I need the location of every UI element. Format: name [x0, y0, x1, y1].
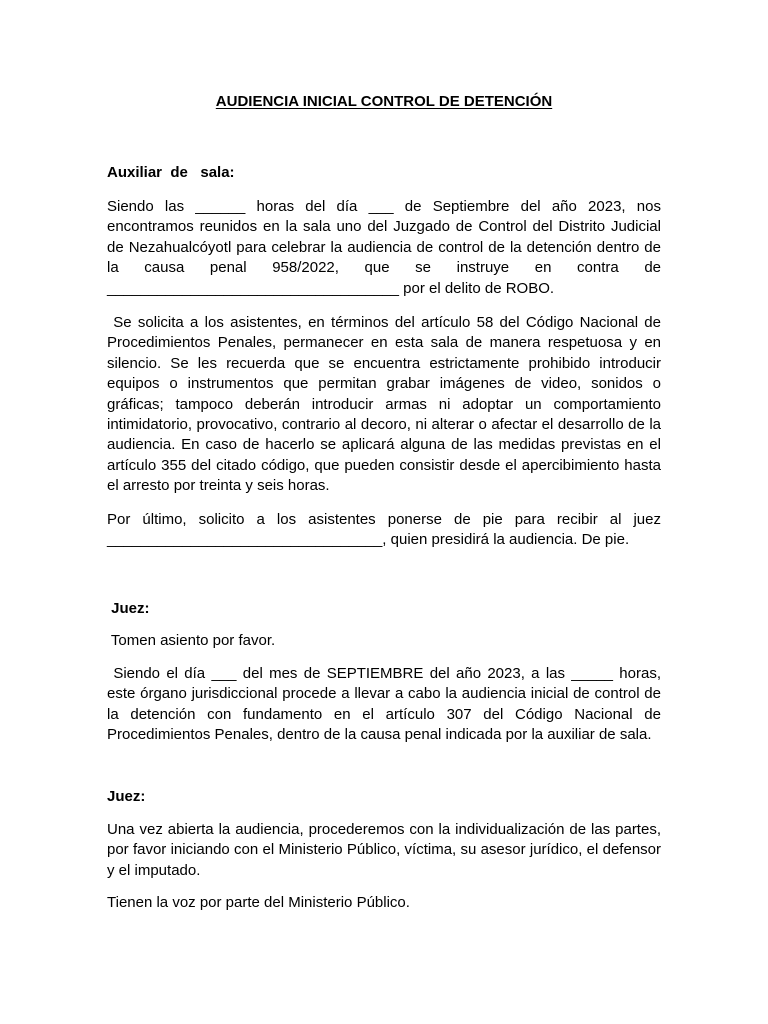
- paragraph-recibir-juez: Por último, solicito a los asistentes ponerse de pie para recibir al juez _________________________________, quien presidirá la audiencia. De pie.: [107, 511, 661, 549]
- speaker-juez-2: Juez:: [107, 788, 146, 805]
- paragraph-reglas-sala: Se solicita a los asistentes, en términos del artículo 58 del Código Nacional de Procedimientos Penales, permanecer en esta sala de manera respetuosa y en silencio. Se les recuerda que se encuentra estrictamente prohibido introducir equipos o instrumentos que permitan grabar imágenes de video, sonidos o gráficas; tampoco deberán introducir armas ni adoptar un comportamiento intimidatorio, provocativo, contrario al decoro, ni alterar o afectar el desarrollo de la audiencia. En caso de hacerlo se aplicará alguna de las medidas previstas en el artículo 355 del citado código, que pueden consistir desde el apercibimiento hasta el arresto por treinta y seis horas.: [107, 314, 666, 495]
- speaker-juez-1: Juez:: [107, 600, 150, 617]
- paragraph-apertura: Siendo las ______ horas del día ___ de Septiembre del año 2023, nos encontramos reunidos en la sala uno del Juzgado de Control del Distrito Judicial de Nezahualcóyotl para celebrar la audiencia de control de la detención dentro de la causa penal 958/2022, que se instruye en contra de ___________________________________ por el delito de ROBO.: [107, 198, 661, 297]
- paragraph-individualizacion: Una vez abierta la audiencia, procederemos con la individualización de las partes, por favor iniciando con el Ministerio Público, víctima, su asesor jurídico, el defensor y el imputado.: [107, 821, 661, 879]
- paragraph-voz-ministerio: Tienen la voz por parte del Ministerio Público.: [107, 894, 410, 911]
- paragraph-tomen-asiento: Tomen asiento por favor.: [107, 632, 276, 649]
- paragraph-fundamento: Siendo el día ___ del mes de SEPTIEMBRE del año 2023, a las _____ horas, este órgano jurisdiccional procede a llevar a cabo la audiencia inicial de control de la detención con fundamento en el artículo 307 del Código Nacional de Procedimientos Penales, dentro de la causa penal indicada por la auxiliar de sala.: [107, 665, 666, 744]
- document-title: AUDIENCIA INICIAL CONTROL DE DETENCIÓN: [215, 93, 553, 110]
- speaker-auxiliar-de-sala: Auxiliar de sala:: [107, 164, 235, 181]
